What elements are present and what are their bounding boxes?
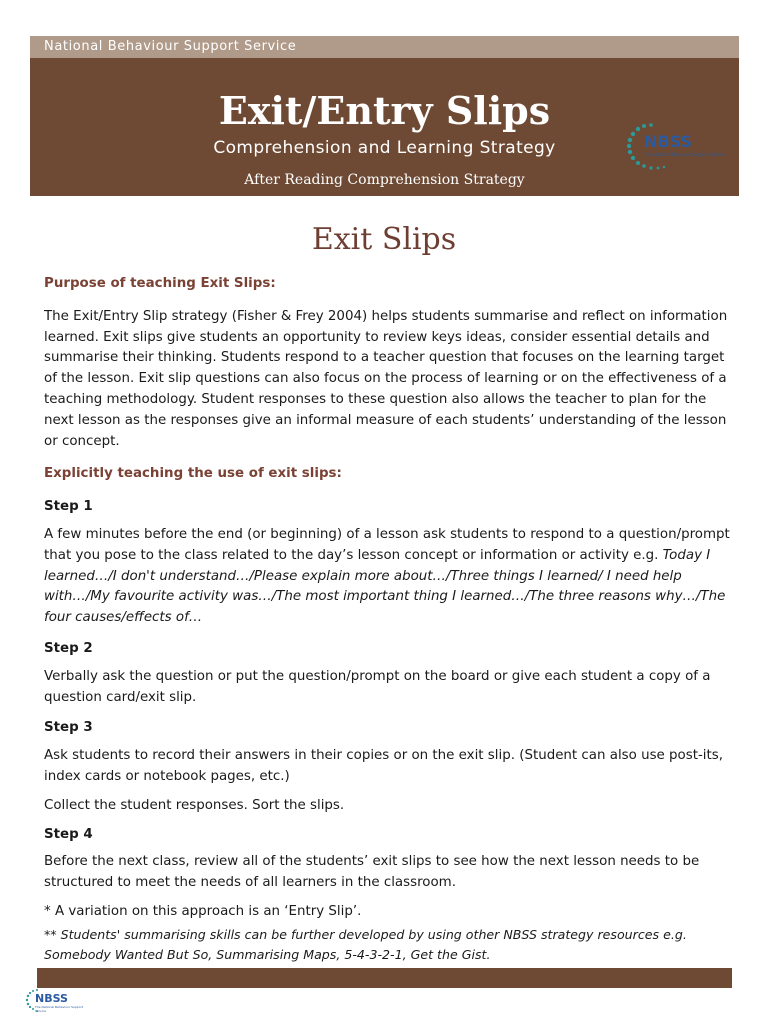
- variation-note: * A variation on this approach is an ‘Entry Slip’.: [44, 903, 362, 919]
- document-body: [44, 274, 734, 973]
- org-name: National Behaviour Support Service: [44, 39, 297, 54]
- step-3-text: Ask students to record their answers in their copies or on the exit slip. (Student can also use post-its, index cards or notebook pages, etc.): [44, 748, 723, 784]
- strategy-type: After Reading Comprehension Strategy: [244, 172, 525, 188]
- step-1-examples: Today I learned…/I don't understand…/Please explain more about…/Three things I learned/ I need help with…/My favourite activity was…/The most important thing I learned…/The three reasons why…/The four causes/effects of…: [44, 547, 726, 626]
- footer-logo-text: NBSS: [35, 992, 68, 1005]
- explicit-heading: Explicitly teaching the use of exit slips:: [44, 466, 342, 482]
- step-3-collect: Collect the student responses. Sort the slips.: [44, 797, 345, 813]
- logo-text: NBSS: [644, 132, 692, 151]
- step-2-label: Step 2: [44, 640, 93, 656]
- footer-bar: [37, 968, 732, 988]
- step-4-label: Step 4: [44, 826, 93, 842]
- step-1-label: Step 1: [44, 499, 93, 515]
- purpose-heading: Purpose of teaching Exit Slips:: [44, 276, 276, 291]
- org-bar: [30, 36, 739, 58]
- step-1-intro: A few minutes before the end (or beginning) of a lesson ask students to respond to a question/prompt that you pose to the class related to the day’s lesson concept or information or activity e.g.: [44, 526, 730, 563]
- document-subtitle: Comprehension and Learning Strategy: [213, 138, 556, 158]
- document-title: Exit/Entry Slips: [218, 88, 551, 133]
- footer-logo-tagline: The National Behaviour Support Service: [35, 1005, 84, 1013]
- logo-tagline: The National Behaviour Support Service: [644, 152, 725, 157]
- step-1-text: [44, 525, 734, 629]
- nbss-logo: [624, 122, 734, 174]
- footer-logo: [24, 988, 88, 1014]
- step-2-text: Verbally ask the question or put the question/prompt on the board or give each student a copy of a question card/exit slip.: [44, 668, 711, 705]
- step-3-label: Step 3: [44, 720, 93, 736]
- purpose-text: The Exit/Entry Slip strategy (Fisher & Frey 2004) helps students summarise and reflect on information learned. Exit slips give students an opportunity to review keys ideas, consider essential details and summarise their thinking. Students respond to a teacher question that focuses on the learning target of the lesson. Exit slip questions can also focus on the process of learning or on the effectiveness of a teaching methodology. Student responses to these question also allows the teacher to plan for the next lesson as the responses give an informal measure of each students’ understanding of the lesson or concept.: [44, 308, 728, 449]
- title-banner: [30, 58, 739, 196]
- section-heading: Exit Slips: [311, 222, 457, 257]
- step-4-text: Before the next class, review all of the students’ exit slips to see how the next lesson needs to be structured to meet the needs of all learners in the classroom.: [44, 854, 700, 891]
- resources-note: ** Students' summarising skills can be further developed by using other NBSS strategy resources e.g. Somebody Wanted But So, Summarising Maps, 5-4-3-2-1, Get the Gist.: [44, 926, 687, 962]
